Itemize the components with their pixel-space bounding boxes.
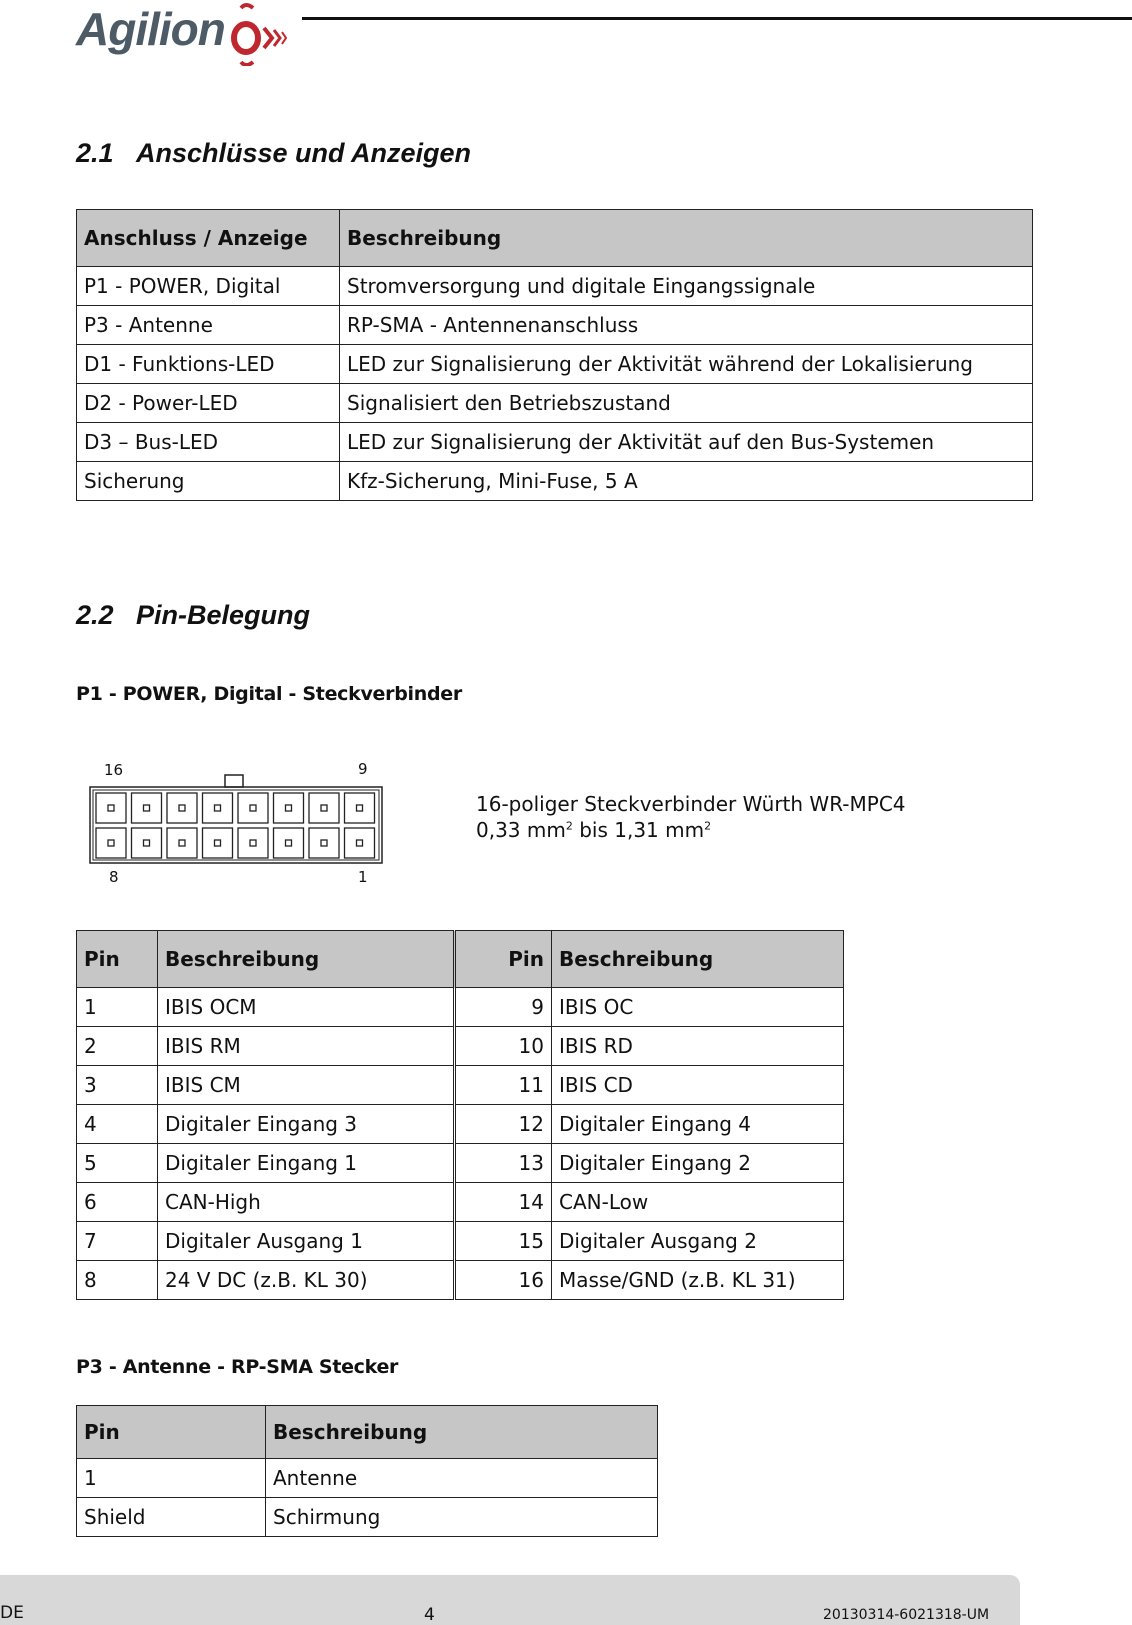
connector-description-line2: 0,33 $mm^2$ bis 1,31 $mm^2$ <box>476 818 712 842</box>
connector-inner <box>93 790 379 860</box>
table-cell: IBIS OCM <box>158 988 455 1027</box>
connector-label-9: 9 <box>358 760 368 778</box>
table-cell: Digitaler Eingang 1 <box>158 1144 455 1183</box>
table-row <box>77 1105 844 1144</box>
table-row <box>77 462 1033 501</box>
connector-pin-contact <box>321 840 327 846</box>
table-cell: 9 <box>455 988 552 1027</box>
section-heading-2-1: 2.1 Anschlüsse und Anzeigen <box>76 138 472 168</box>
table-cell: 8 <box>77 1261 158 1300</box>
connector-pin <box>132 793 162 823</box>
column-header: Beschreibung <box>266 1406 658 1459</box>
column-header: Beschreibung <box>340 210 1033 267</box>
table-row <box>77 1066 844 1105</box>
table-cell: 5 <box>77 1144 158 1183</box>
section-heading-2-2: 2.2 Pin-Belegung <box>76 600 310 630</box>
table-cell: Digitaler Eingang 3 <box>158 1105 455 1144</box>
table-row <box>77 1027 844 1066</box>
connector-latch <box>225 775 243 787</box>
p3-table <box>76 1405 658 1537</box>
table-cell: LED zur Signalisierung der Aktivität auf den Bus-Systemen <box>340 423 1033 462</box>
connector-pin-contact <box>108 840 114 846</box>
table-cell: IBIS OC <box>552 988 844 1027</box>
table-row <box>77 306 1033 345</box>
connector-pin-contact <box>179 805 185 811</box>
connector-label-1: 1 <box>358 868 368 886</box>
table-row <box>77 1144 844 1183</box>
table-cell: D2 - Power-LED <box>77 384 340 423</box>
connector-pin-contact <box>357 805 363 811</box>
table-row <box>77 1222 844 1261</box>
connector-pin <box>238 793 268 823</box>
table-cell: Digitaler Eingang 4 <box>552 1105 844 1144</box>
connector-pin <box>345 793 375 823</box>
table-cell: Signalisiert den Betriebszustand <box>340 384 1033 423</box>
table-cell: Schirmung <box>266 1498 658 1537</box>
table-cell: 1 <box>77 1459 266 1498</box>
pin-table <box>76 930 844 1300</box>
table-cell: 1 <box>77 988 158 1027</box>
connector-pin <box>274 828 304 858</box>
table-cell: 13 <box>455 1144 552 1183</box>
connector-pin-contact <box>179 840 185 846</box>
connector-pin <box>96 828 126 858</box>
table-cell: CAN-Low <box>552 1183 844 1222</box>
column-header: Beschreibung <box>158 931 455 988</box>
table-cell: 16 <box>455 1261 552 1300</box>
connector-pin <box>274 793 304 823</box>
connector-body <box>90 787 382 863</box>
column-header: Anschluss / Anzeige <box>77 210 340 267</box>
connector-pins <box>96 793 375 858</box>
connector-pin-contact <box>215 805 221 811</box>
table-row <box>77 1183 844 1222</box>
table-cell: 2 <box>77 1027 158 1066</box>
table-cell: 24 V DC (z.B. KL 30) <box>158 1261 455 1300</box>
table-cell: IBIS RM <box>158 1027 455 1066</box>
header-rule <box>302 17 1132 20</box>
connector-pin-contact <box>144 840 150 846</box>
footer-document-id: 20130314-6021318-UM <box>823 1607 990 1623</box>
table-cell: P1 - POWER, Digital <box>77 267 340 306</box>
connector-label-8: 8 <box>109 868 119 886</box>
table-cell: Sicherung <box>77 462 340 501</box>
table-header-row <box>77 1406 658 1459</box>
connector-pin <box>203 828 233 858</box>
connector-pin-contact <box>108 805 114 811</box>
connector-pin <box>167 828 197 858</box>
table-cell: Digitaler Eingang 2 <box>552 1144 844 1183</box>
table-cell: P3 - Antenne <box>77 306 340 345</box>
table-cell: 4 <box>77 1105 158 1144</box>
agilion-logo <box>76 0 296 66</box>
connections-table <box>76 209 1033 501</box>
footer-language: DE <box>0 1603 24 1623</box>
table-cell: IBIS CD <box>552 1066 844 1105</box>
table-cell: 15 <box>455 1222 552 1261</box>
table-cell: Masse/GND (z.B. KL 31) <box>552 1261 844 1300</box>
table-cell: Antenne <box>266 1459 658 1498</box>
table-cell: 14 <box>455 1183 552 1222</box>
connector-description-line1: 16-poliger Steckverbinder Würth WR-MPC4 <box>476 792 906 816</box>
connector-pin <box>238 828 268 858</box>
table-cell: 10 <box>455 1027 552 1066</box>
table-row <box>77 423 1033 462</box>
table-cell: Digitaler Ausgang 2 <box>552 1222 844 1261</box>
table-row <box>77 1459 658 1498</box>
connector-pin-contact <box>286 840 292 846</box>
connector-pin <box>309 793 339 823</box>
table-cell: Stromversorgung und digitale Eingangssignale <box>340 267 1033 306</box>
table-row <box>77 267 1033 306</box>
table-cell: Kfz-Sicherung, Mini-Fuse, 5 A <box>340 462 1033 501</box>
table-cell: IBIS RD <box>552 1027 844 1066</box>
connector-pin <box>309 828 339 858</box>
connector-pin <box>96 793 126 823</box>
connector-pin-contact <box>321 805 327 811</box>
table-cell: D3 – Bus-LED <box>77 423 340 462</box>
table-row <box>77 384 1033 423</box>
column-header: Pin <box>77 1406 266 1459</box>
connector-label-16: 16 <box>104 761 124 779</box>
connector-diagram <box>88 735 388 865</box>
column-header: Pin <box>77 931 158 988</box>
table-cell: 3 <box>77 1066 158 1105</box>
connector-pin-contact <box>250 805 256 811</box>
table-cell: D1 - Funktions-LED <box>77 345 340 384</box>
p1-heading: P1 - POWER, Digital - Steckverbinder <box>76 683 462 705</box>
table-cell: IBIS CM <box>158 1066 455 1105</box>
table-cell: LED zur Signalisierung der Aktivität während der Lokalisierung <box>340 345 1033 384</box>
table-row <box>77 1498 658 1537</box>
column-header: Pin <box>455 931 552 988</box>
connector-pin <box>203 793 233 823</box>
table-cell: RP-SMA - Antennenanschluss <box>340 306 1033 345</box>
table-row <box>77 345 1033 384</box>
table-row <box>77 988 844 1027</box>
connector-pin-contact <box>286 805 292 811</box>
connector-pin-contact <box>215 840 221 846</box>
agilion-signal-icon <box>226 0 296 66</box>
table-row <box>77 1261 844 1300</box>
column-header: Beschreibung <box>552 931 844 988</box>
footer-page-number: 4 <box>424 1605 435 1625</box>
table-header-row <box>77 931 844 988</box>
table-cell: 6 <box>77 1183 158 1222</box>
table-cell: 12 <box>455 1105 552 1144</box>
table-cell: 7 <box>77 1222 158 1261</box>
table-cell: 11 <box>455 1066 552 1105</box>
connector-pin <box>167 793 197 823</box>
table-cell: Shield <box>77 1498 266 1537</box>
table-header-row <box>77 210 1033 267</box>
connector-pin-contact <box>250 840 256 846</box>
connector-pin-contact <box>357 840 363 846</box>
table-cell: Digitaler Ausgang 1 <box>158 1222 455 1261</box>
connector-pin <box>132 828 162 858</box>
logo-text: Agilion <box>76 3 225 55</box>
connector-pin <box>345 828 375 858</box>
connector-pin-contact <box>144 805 150 811</box>
p3-heading: P3 - Antenne - RP-SMA Stecker <box>76 1356 399 1378</box>
table-cell: CAN-High <box>158 1183 455 1222</box>
